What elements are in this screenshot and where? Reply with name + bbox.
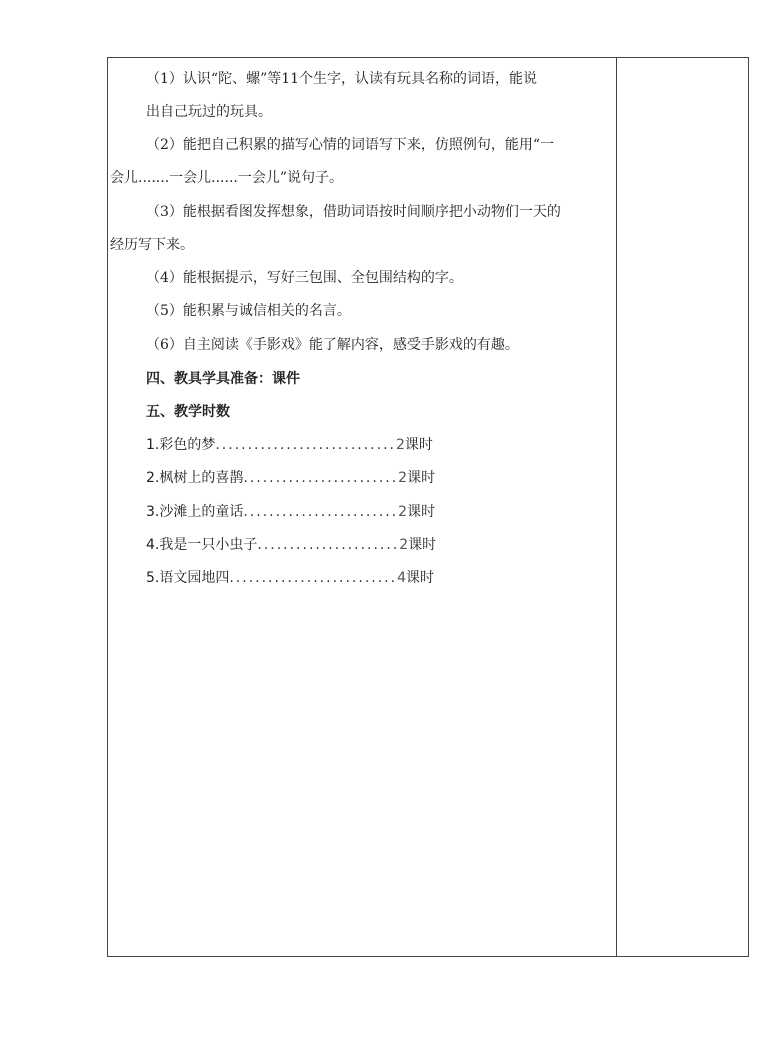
hours-number: 2 bbox=[399, 537, 409, 553]
schedule-item-duration bbox=[397, 569, 434, 587]
schedule-item-5 bbox=[146, 569, 434, 587]
objective-3-line2: 经历写下来。 bbox=[110, 237, 194, 253]
schedule-item-3 bbox=[146, 503, 435, 521]
schedule-item-name: 3.沙滩上的童话 bbox=[146, 504, 244, 520]
objective-5: （5）能积累与诚信相关的名言。 bbox=[146, 303, 351, 319]
schedule-item-duration bbox=[399, 536, 436, 554]
schedule-item-duration bbox=[398, 469, 435, 487]
notes-column-cell bbox=[617, 58, 748, 956]
objective-3-line1: （3）能根据看图发挥想象，借助词语按时间顺序把小动物们一天的 bbox=[146, 204, 561, 220]
schedule-item-duration bbox=[398, 503, 435, 521]
objective-1-line1: （1）认识“陀、螺”等11个生字，认读有玩具名称的词语，能说 bbox=[146, 71, 538, 87]
objective-6: （6）自主阅读《手影戏》能了解内容，感受手影戏的有趣。 bbox=[146, 337, 519, 353]
hours-unit: 课时 bbox=[406, 570, 434, 586]
hours-number: 2 bbox=[398, 504, 408, 520]
hours-unit: 课时 bbox=[407, 470, 436, 486]
leader-dots: ........................ bbox=[243, 504, 399, 520]
hours-number: 2 bbox=[395, 437, 405, 453]
hours-number: 4 bbox=[397, 570, 406, 586]
schedule-item-name: 4.我是一只小虫子 bbox=[146, 537, 258, 553]
objective-1-line2: 出自己玩过的玩具。 bbox=[146, 104, 272, 120]
lesson-plan-table bbox=[107, 57, 749, 957]
schedule-item-2 bbox=[146, 469, 435, 487]
hours-number: 2 bbox=[398, 470, 408, 486]
objective-2-line2: 会儿.......一会儿......一会儿”说句子。 bbox=[110, 170, 344, 186]
leader-dots: ........................ bbox=[243, 470, 399, 486]
objective-2-line1: （2）能把自己积累的描写心情的词语写下来，仿照例句，能用“一 bbox=[146, 137, 555, 153]
schedule-item-duration bbox=[396, 436, 433, 454]
schedule-item-name: 1.彩色的梦 bbox=[146, 437, 216, 453]
section-heading-materials: 四、教具学具准备：课件 bbox=[146, 371, 300, 387]
schedule-item-1 bbox=[146, 436, 433, 454]
leader-dots: .......................... bbox=[229, 570, 398, 586]
hours-unit: 课时 bbox=[408, 537, 437, 553]
section-heading-hours: 五、教学时数 bbox=[146, 404, 230, 420]
objective-4: （4）能根据提示，写好三包围、全包围结构的字。 bbox=[146, 270, 463, 286]
hours-unit: 课时 bbox=[407, 504, 436, 520]
hours-unit: 课时 bbox=[404, 437, 433, 453]
schedule-item-4 bbox=[146, 536, 436, 554]
leader-dots: ............................ bbox=[215, 437, 396, 453]
schedule-item-name: 5.语文园地四 bbox=[146, 570, 230, 586]
leader-dots: ...................... bbox=[257, 537, 400, 553]
schedule-item-name: 2.枫树上的喜鹊 bbox=[146, 470, 244, 486]
